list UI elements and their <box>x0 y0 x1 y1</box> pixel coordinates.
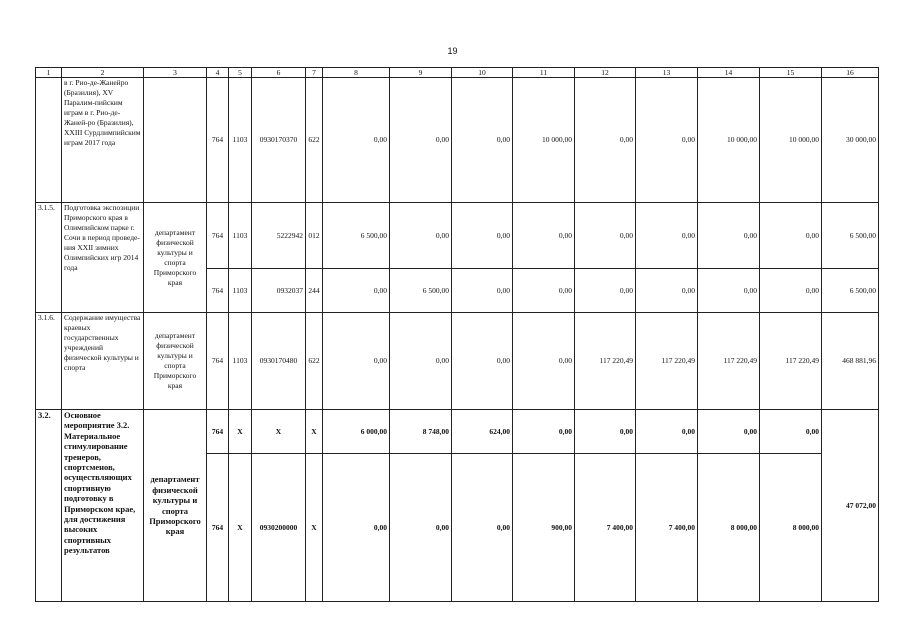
cell-c9: 6 500,00 <box>390 269 452 313</box>
cell-c14: 8 000,00 <box>698 454 760 602</box>
cell-c10: 0,00 <box>452 78 513 203</box>
cell-c11: 10 000,00 <box>513 78 575 203</box>
cell-c9: 0,00 <box>390 78 452 203</box>
cell-c7: 622 <box>306 78 323 203</box>
cell-c12: 0,00 <box>575 410 636 454</box>
item-number: 3.1.5. <box>36 203 62 313</box>
cell-c13: 0,00 <box>636 78 698 203</box>
cell-c16-total: 47 072,00 <box>822 410 879 602</box>
cell-c9: 8 748,00 <box>390 410 452 454</box>
cell-c10: 624,00 <box>452 410 513 454</box>
department: департамент физической культуры и спорта Приморского края <box>144 410 207 602</box>
cell-c10: 0,00 <box>452 203 513 269</box>
cell-c5: 1103 <box>229 269 252 313</box>
cell-c5: 1103 <box>229 313 252 410</box>
header-cell: 1 <box>36 68 62 78</box>
cell-c13: 0,00 <box>636 203 698 269</box>
department <box>144 78 207 203</box>
table-row <box>36 410 879 454</box>
cell-c14: 0,00 <box>698 203 760 269</box>
cell-c6: 0930170370 <box>252 78 306 203</box>
cell-c7: X <box>306 410 323 454</box>
cell-c4: 764 <box>207 410 229 454</box>
header-cell: 9 <box>390 68 452 78</box>
cell-c5: 1103 <box>229 203 252 269</box>
cell-c6: X <box>252 410 306 454</box>
cell-c14: 117 220,49 <box>698 313 760 410</box>
cell-c10: 0,00 <box>452 269 513 313</box>
cell-c5: X <box>229 410 252 454</box>
header-cell: 4 <box>207 68 229 78</box>
cell-c13: 117 220,49 <box>636 313 698 410</box>
cell-c6: 5222942 <box>252 203 306 269</box>
cell-c5: 1103 <box>229 78 252 203</box>
header-row <box>36 68 879 78</box>
item-number: 3.1.6. <box>36 313 62 410</box>
item-number <box>36 78 62 203</box>
table-row <box>36 78 879 203</box>
department: департамент физической культуры и спорта Приморского края <box>144 203 207 313</box>
cell-c11: 0,00 <box>513 313 575 410</box>
cell-c8: 0,00 <box>323 313 390 410</box>
item-name: Подготовка экспозиции Приморского края в Олимпийском парке г. Сочи в период проведе-ния XXII зимних Олимпийских игр 2014 года <box>62 203 144 313</box>
item-number: 3.2. <box>36 410 62 602</box>
header-cell: 16 <box>822 68 879 78</box>
cell-c9: 0,00 <box>390 313 452 410</box>
cell-c11: 900,00 <box>513 454 575 602</box>
department: департамент физической культуры и спорта Приморского края <box>144 313 207 410</box>
cell-c12: 117 220,49 <box>575 313 636 410</box>
cell-c15: 0,00 <box>760 203 822 269</box>
cell-c9: 0,00 <box>390 203 452 269</box>
cell-c15: 10 000,00 <box>760 78 822 203</box>
cell-c12: 0,00 <box>575 78 636 203</box>
cell-c15: 8 000,00 <box>760 454 822 602</box>
cell-c8: 6 000,00 <box>323 410 390 454</box>
header-cell: 12 <box>575 68 636 78</box>
cell-c13: 0,00 <box>636 269 698 313</box>
cell-c15: 0,00 <box>760 410 822 454</box>
cell-c8: 0,00 <box>323 78 390 203</box>
cell-c7: 244 <box>306 269 323 313</box>
cell-c8: 6 500,00 <box>323 203 390 269</box>
cell-c4: 764 <box>207 203 229 269</box>
cell-c7: 012 <box>306 203 323 269</box>
cell-c14: 0,00 <box>698 410 760 454</box>
item-name: Содержание имущества краевых государственных учреждений физической культуры и спорта <box>62 313 144 410</box>
cell-c10: 0,00 <box>452 313 513 410</box>
budget-table <box>35 67 879 602</box>
cell-c5: X <box>229 454 252 602</box>
cell-c11: 0,00 <box>513 203 575 269</box>
header-cell: 14 <box>698 68 760 78</box>
header-cell: 6 <box>252 68 306 78</box>
header-cell: 15 <box>760 68 822 78</box>
cell-c13: 7 400,00 <box>636 454 698 602</box>
table-row <box>36 203 879 269</box>
page-number: 19 <box>447 46 458 56</box>
cell-c7: 622 <box>306 313 323 410</box>
cell-c8: 0,00 <box>323 269 390 313</box>
cell-c11: 0,00 <box>513 269 575 313</box>
cell-c4: 764 <box>207 78 229 203</box>
cell-c10: 0,00 <box>452 454 513 602</box>
cell-c12: 7 400,00 <box>575 454 636 602</box>
cell-c15: 117 220,49 <box>760 313 822 410</box>
cell-c13: 0,00 <box>636 410 698 454</box>
cell-c14: 10 000,00 <box>698 78 760 203</box>
cell-c4: 764 <box>207 313 229 410</box>
cell-c6: 0932037 <box>252 269 306 313</box>
cell-c9: 0,00 <box>390 454 452 602</box>
cell-c4: 764 <box>207 454 229 602</box>
item-name: Основное мероприятие 3.2. Материальное стимулирование тренеров, спортсменов, осуществляющих спортивную подготовку в Приморском крае, для достижения высоких спортивных результатов <box>62 410 144 602</box>
cell-c12: 0,00 <box>575 269 636 313</box>
header-cell: 10 <box>452 68 513 78</box>
item-name: в г. Рио-де-Жанейро (Бразилия), XV Паралим-пийским играм в г. Рио-де-Жаней-ро (Бразилия), XXIII Сурдлимпийским играм 2017 года <box>62 78 144 203</box>
cell-c7: X <box>306 454 323 602</box>
cell-c8: 0,00 <box>323 454 390 602</box>
cell-c6: 0930170480 <box>252 313 306 410</box>
header-cell: 3 <box>144 68 207 78</box>
header-cell: 8 <box>323 68 390 78</box>
header-cell: 5 <box>229 68 252 78</box>
table-row <box>36 313 879 410</box>
cell-c16: 30 000,00 <box>822 78 879 203</box>
header-cell: 11 <box>513 68 575 78</box>
cell-c6: 0930200000 <box>252 454 306 602</box>
header-cell: 7 <box>306 68 323 78</box>
cell-c14: 0,00 <box>698 269 760 313</box>
cell-c16: 6 500,00 <box>822 203 879 269</box>
cell-c16: 6 500,00 <box>822 269 879 313</box>
cell-c15: 0,00 <box>760 269 822 313</box>
header-cell: 2 <box>62 68 144 78</box>
cell-c16: 468 881,96 <box>822 313 879 410</box>
cell-c4: 764 <box>207 269 229 313</box>
header-cell: 13 <box>636 68 698 78</box>
cell-c12: 0,00 <box>575 203 636 269</box>
cell-c11: 0,00 <box>513 410 575 454</box>
